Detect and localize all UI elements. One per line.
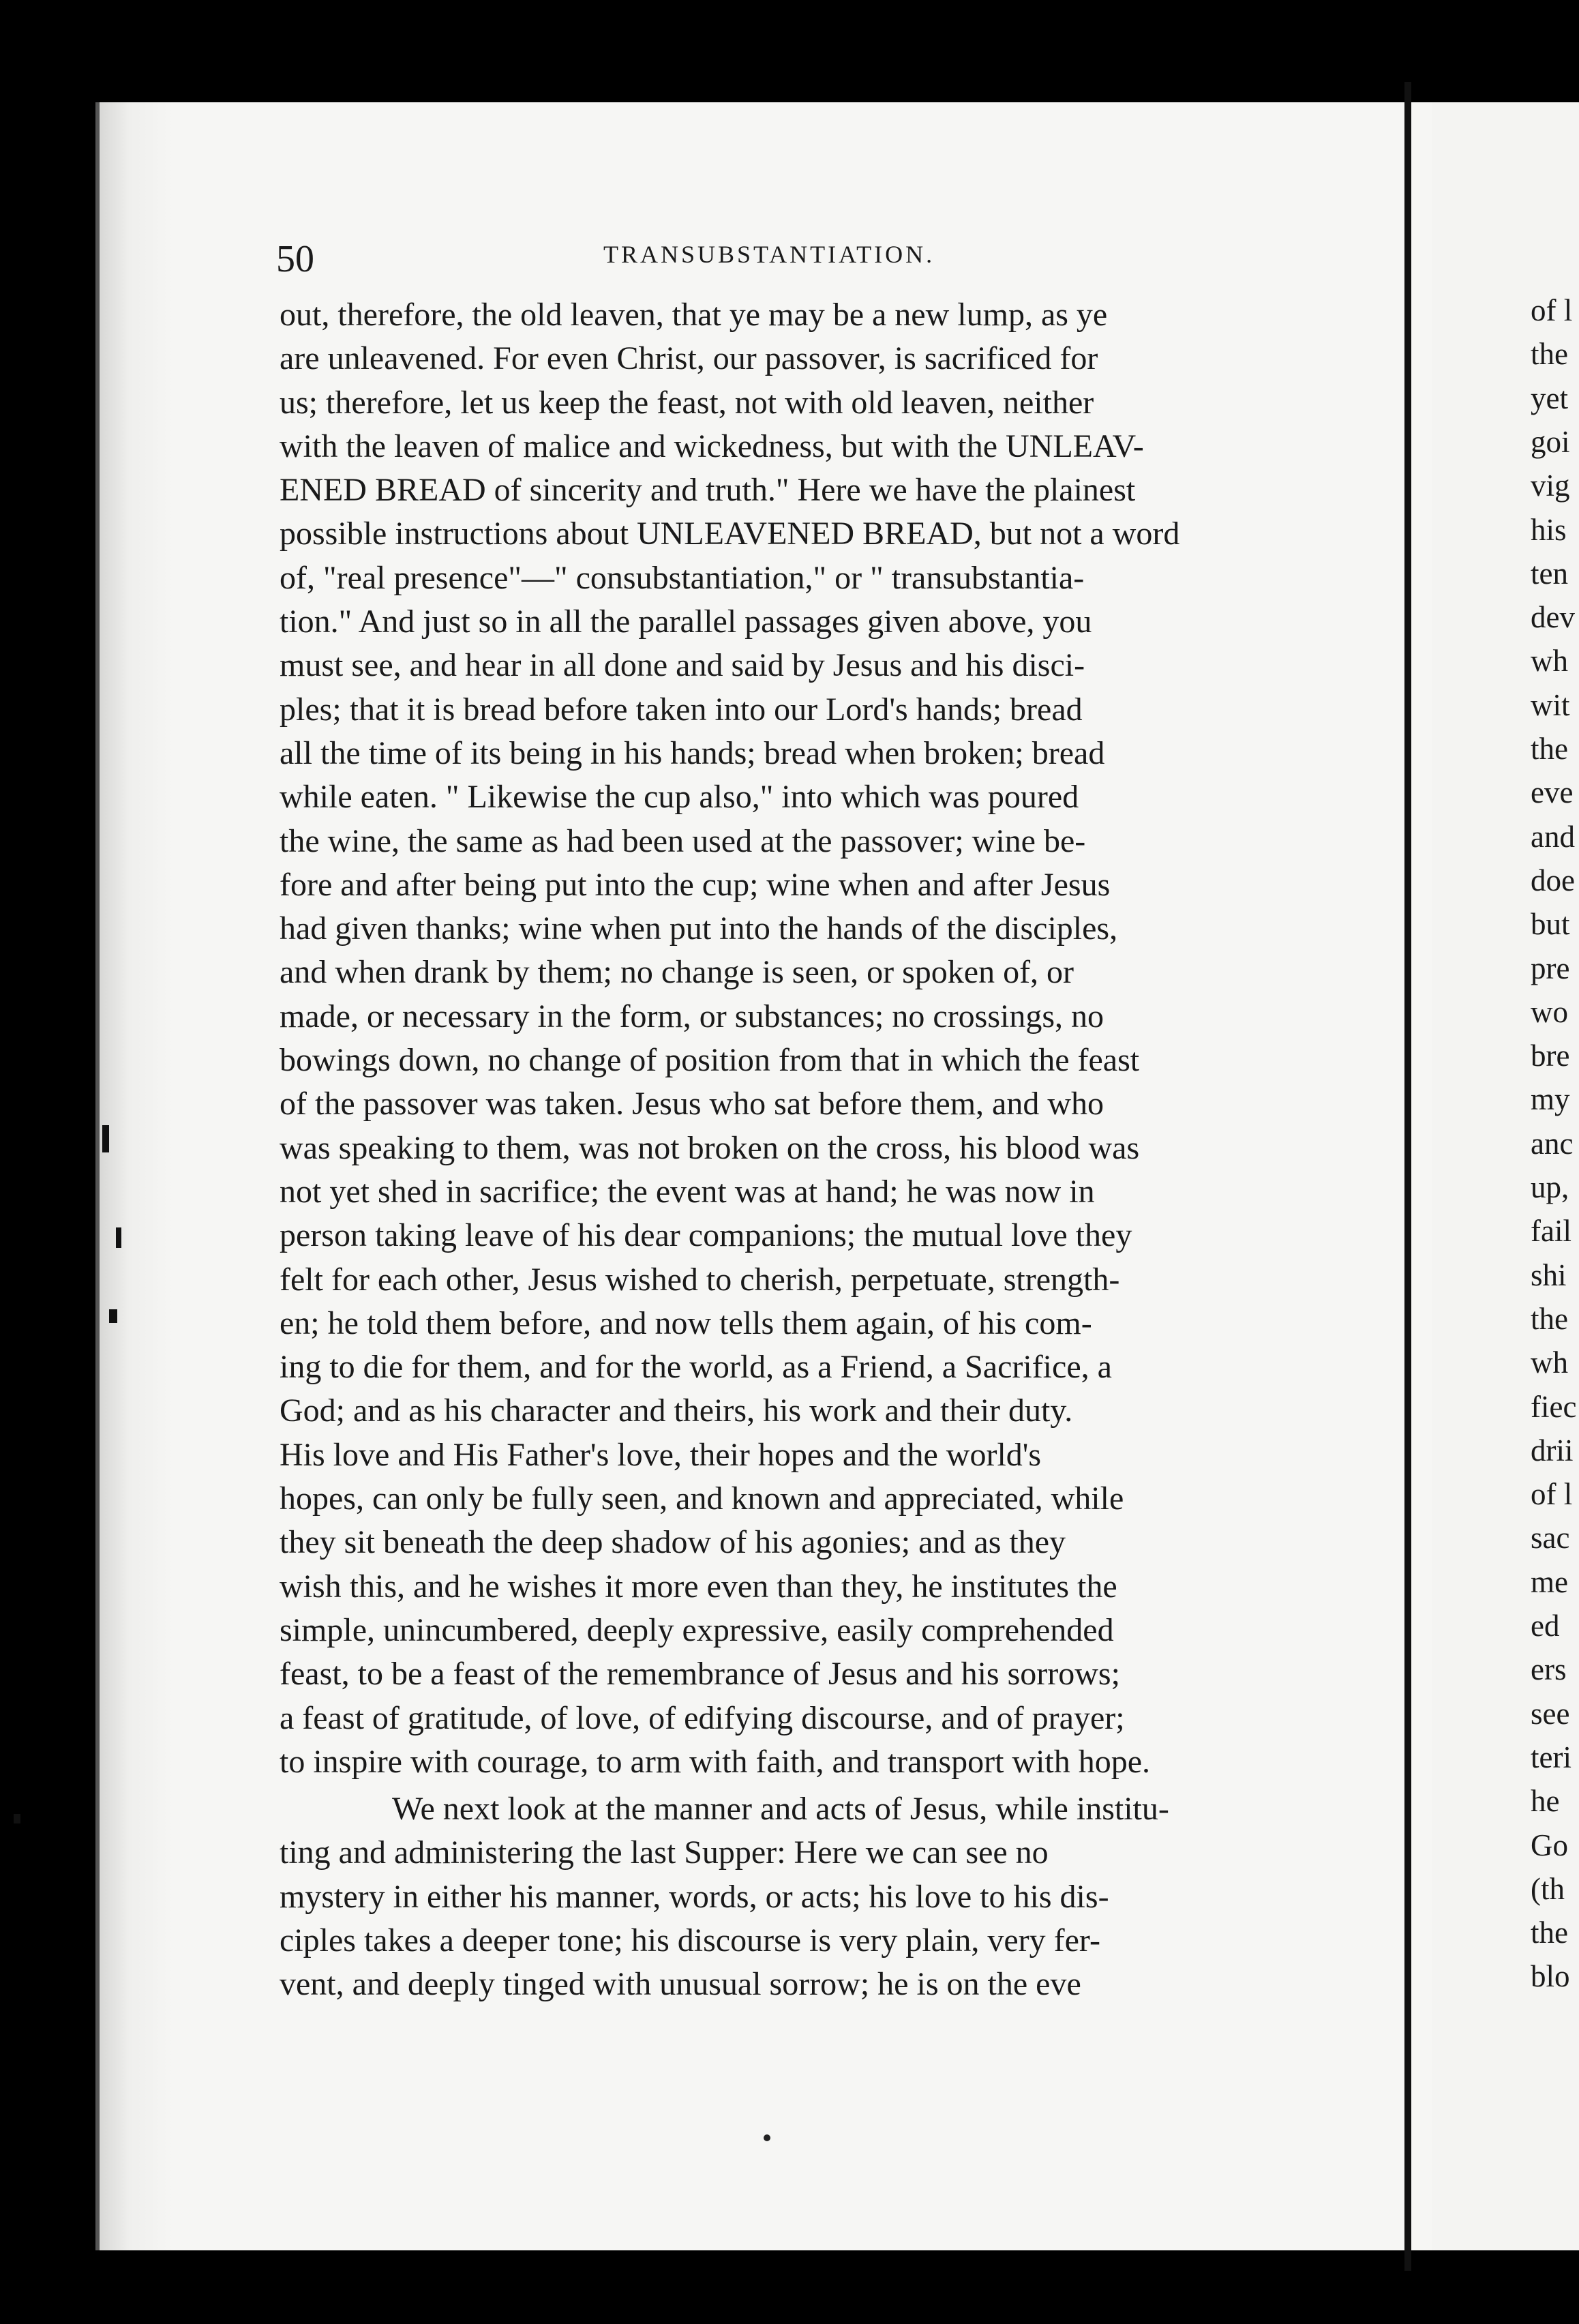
facing-page-fragment: but [1531, 907, 1570, 942]
text-line: are unleavened. For even Christ, our passover, is sacrificed for [280, 340, 1098, 377]
facing-page-fragment: fiec [1531, 1389, 1577, 1424]
text-line: ples; that it is bread before taken into our Lord's hands; bread [280, 691, 1083, 728]
text-line: God; and as his character and theirs, his work and their duty. [280, 1392, 1073, 1429]
text-line: en; he told them before, and now tells them again, of his com- [280, 1305, 1092, 1341]
facing-page-fragment: goi [1531, 424, 1570, 459]
scan-mark [109, 1309, 117, 1323]
text-line: hopes, can only be fully seen, and known and appreciated, while [280, 1480, 1124, 1517]
facing-page-fragment: ten [1531, 556, 1568, 591]
paragraph-2 [280, 1787, 1329, 2006]
facing-page-fragment: vig [1531, 468, 1570, 503]
facing-page-fragment: Go [1531, 1828, 1568, 1862]
page-number: 50 [276, 238, 314, 280]
facing-page-fragment: the [1531, 1301, 1568, 1336]
facing-page-fragment: ers [1531, 1652, 1567, 1687]
facing-page-fragment: eve [1531, 775, 1574, 810]
scan-mark [14, 1814, 20, 1823]
facing-page-fragment: teri [1531, 1740, 1572, 1774]
facing-page-fragment: fail [1531, 1214, 1572, 1249]
text-line: ENED BREAD of sincerity and truth." Here we have the plainest [280, 472, 1136, 509]
facing-page-fragment: blo [1531, 1959, 1570, 1994]
text-line: bowings down, no change of position from that in which the feast [280, 1042, 1140, 1079]
text-line: mystery in either his manner, words, or acts; his love to his dis- [280, 1878, 1109, 1915]
text-line: with the leaven of malice and wickedness, but with the UNLEAV- [280, 428, 1144, 464]
text-line: was speaking to them, was not broken on the cross, his blood was [280, 1129, 1140, 1166]
facing-page-fragment: wh [1531, 644, 1568, 679]
text-line: fore and after being put into the cup; wine when and after Jesus [280, 866, 1111, 903]
facing-page-fragment: me [1531, 1564, 1568, 1599]
scan-border [0, 0, 1579, 102]
text-line: ciples takes a deeper tone; his discourse is very plain, very fer- [280, 1922, 1100, 1958]
facing-page-fragment: anc [1531, 1126, 1574, 1161]
text-line: possible instructions about UNLEAVENED BREAD, but not a word [280, 516, 1180, 552]
facing-page-fragment: he [1531, 1784, 1560, 1819]
page-edge [95, 102, 175, 2250]
facing-page-fragment: drii [1531, 1433, 1574, 1468]
text-line: felt for each other, Jesus wished to cherish, perpetuate, strength- [280, 1261, 1120, 1298]
running-head: TRANSUBSTANTIATION. [603, 241, 935, 268]
facing-page-fragment: see [1531, 1696, 1570, 1731]
text-line: of, "real presence"—" consubstantiation," or " transubstantia- [280, 559, 1085, 596]
text-line: of the passover was taken. Jesus who sat before them, and who [280, 1086, 1104, 1122]
facing-page-fragment: the [1531, 1916, 1568, 1950]
facing-page-fragment: sac [1531, 1521, 1570, 1555]
facing-page-fragment: the [1531, 337, 1568, 372]
text-line: His love and His Father's love, their hopes and the world's [280, 1436, 1042, 1473]
text-line: person taking leave of his dear companions; the mutual love they [280, 1217, 1132, 1254]
text-line: ing to die for them, and for the world, as a Friend, a Sacrifice, a [280, 1349, 1112, 1386]
facing-page-fragment: and [1531, 819, 1575, 854]
facing-page-fragment: up, [1531, 1170, 1569, 1204]
book-gutter [1404, 82, 1411, 2271]
scan-mark [102, 1125, 109, 1152]
ink-dot [764, 2134, 770, 2141]
text-line: us; therefore, let us keep the feast, not with old leaven, neither [280, 384, 1094, 421]
facing-page-fragment: ed [1531, 1609, 1560, 1643]
facing-page-fragment: doe [1531, 863, 1575, 897]
text-line: vent, and deeply tinged with unusual sorrow; he is on the eve [280, 1966, 1081, 2003]
facing-page-fragment: my [1531, 1082, 1570, 1117]
facing-page-fragment: his [1531, 512, 1567, 547]
text-line: simple, unincumbered, deeply expressive, easily comprehended [280, 1611, 1114, 1648]
text-line: tion." And just so in all the parallel passages given above, you [280, 604, 1092, 640]
text-line: the wine, the same as had been used at the passover; wine be- [280, 822, 1086, 859]
text-line: and when drank by them; no change is seen, or spoken of, or [280, 954, 1074, 991]
text-line: they sit beneath the deep shadow of his agonies; and as they [280, 1524, 1066, 1561]
text-line: while eaten. " Likewise the cup also," into which was poured [280, 779, 1079, 816]
scan-mark [116, 1227, 121, 1248]
text-line: to inspire with courage, to arm with faith, and transport with hope. [280, 1743, 1151, 1780]
text-line: not yet shed in sacrifice; the event was at hand; he was now in [280, 1173, 1095, 1210]
text-line: We next look at the manner and acts of Jesus, while institu- [392, 1791, 1169, 1828]
facing-page-fragment: bre [1531, 1039, 1570, 1073]
facing-page-fragment: wo [1531, 994, 1568, 1029]
facing-page-fragment: of l [1531, 293, 1573, 327]
facing-page-fragment: dev [1531, 600, 1575, 635]
facing-page-fragment: the [1531, 732, 1568, 766]
facing-page-fragment: wit [1531, 687, 1570, 722]
facing-page-fragment: pre [1531, 951, 1570, 985]
text-line: made, or necessary in the form, or substances; no crossings, no [280, 998, 1104, 1034]
facing-page-fragment: of l [1531, 1477, 1573, 1512]
text-line: a feast of gratitude, of love, of edifying discourse, and of prayer; [280, 1699, 1125, 1736]
text-line: wish this, and he wishes it more even than they, he institutes the [280, 1568, 1117, 1605]
text-line: feast, to be a feast of the remembrance of Jesus and his sorrows; [280, 1656, 1120, 1693]
body-text [280, 293, 1329, 2007]
facing-page-fragment: yet [1531, 381, 1568, 415]
text-line: all the time of its being in his hands; bread when broken; bread [280, 734, 1105, 771]
facing-page-fragment: (th [1531, 1871, 1565, 1906]
text-line: must see, and hear in all done and said by Jesus and his disci- [280, 647, 1085, 684]
text-line: had given thanks; wine when put into the hands of the disciples, [280, 910, 1118, 947]
facing-page-fragment: shi [1531, 1257, 1567, 1292]
text-line: out, therefore, the old leaven, that ye may be a new lump, as ye [280, 297, 1108, 333]
text-line: ting and administering the last Supper: Here we can see no [280, 1834, 1049, 1871]
paragraph-1 [280, 293, 1329, 1784]
facing-page-fragment: wh [1531, 1345, 1568, 1380]
